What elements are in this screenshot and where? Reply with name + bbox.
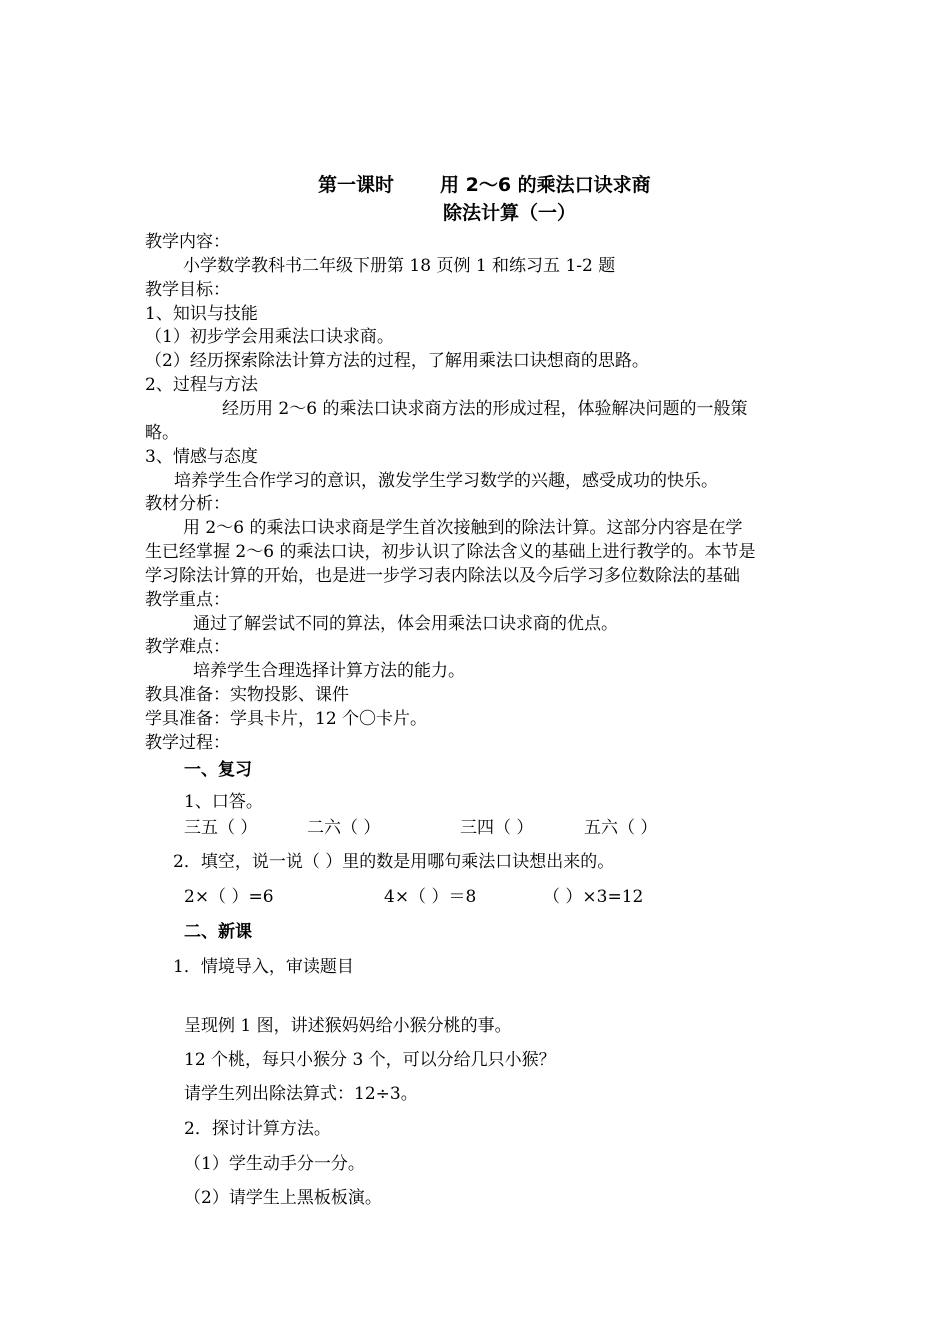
fill-item: 2×（ ）=6	[184, 887, 274, 907]
new-paragraph-2: 12 个桃，每只小猴分 3 个，可以分给几只小猴？	[184, 1050, 556, 1070]
content-text: 小学数学教科书二年级下册第 18 页例 1 和练习五 1-2 题	[183, 256, 616, 276]
process-method-heading: 2、过程与方法	[145, 375, 258, 395]
process-heading: 教学过程：	[145, 733, 230, 753]
knowledge-item-1: （1）初步学会用乘法口诀求商。	[145, 327, 394, 347]
difficulty-heading: 教学难点：	[145, 637, 230, 657]
review-heading: 一、复习	[184, 760, 252, 780]
new-step-1: 1．情境导入，审读题目	[173, 957, 354, 977]
key-point-heading: 教学重点：	[145, 590, 230, 610]
key-point-text: 通过了解尝试不同的算法，体会用乘法口诀求商的优点。	[193, 614, 618, 634]
new-paragraph-3: 请学生列出除法算式：12÷3。	[184, 1084, 418, 1104]
fill-item: 4×（ ）＝8	[384, 887, 477, 907]
lesson-topic-title: 用 2～6 的乘法口诀求商	[440, 174, 651, 196]
process-method-text-1: 经历用 2～6 的乘法口诀求商方法的形成过程，体验解决问题的一般策	[222, 399, 748, 419]
oral-item: 三四（ ）	[460, 818, 534, 838]
student-tools: 学具准备：学具卡片，12 个〇卡片。	[145, 709, 428, 729]
lesson-period-title: 第一课时	[318, 174, 395, 196]
new-step-2-item-1: （1）学生动手分一分。	[184, 1154, 365, 1174]
analysis-line-3: 学习除法计算的开始，也是进一步学习表内除法以及今后学习多位数除法的基础	[145, 566, 740, 586]
knowledge-heading: 1、知识与技能	[145, 304, 258, 324]
knowledge-item-2: （2）经历探索除法计算方法的过程，了解用乘法口诀想商的思路。	[145, 351, 649, 371]
lesson-subtitle: 除法计算（一）	[443, 202, 577, 224]
difficulty-text: 培养学生合理选择计算方法的能力。	[193, 661, 465, 681]
new-paragraph-1: 呈现例 1 图，讲述猴妈妈给小猴分桃的事。	[184, 1016, 512, 1036]
analysis-line-1: 用 2～6 的乘法口诀求商是学生首次接触到的除法计算。这部分内容是在学	[183, 518, 743, 538]
emotion-text: 培养学生合作学习的意识，激发学生学习数学的兴趣，感受成功的快乐。	[174, 471, 718, 491]
new-step-2: 2．探讨计算方法。	[184, 1119, 331, 1139]
content-heading: 教学内容：	[145, 232, 230, 252]
oral-item: 三五（ ）	[184, 818, 258, 838]
new-lesson-heading: 二、新课	[184, 922, 252, 942]
oral-item: 五六（ ）	[584, 818, 658, 838]
oral-item: 二六（ ）	[307, 818, 381, 838]
objectives-heading: 教学目标：	[145, 280, 230, 300]
teacher-tools: 教具准备：实物投影、课件	[145, 685, 349, 705]
analysis-line-2: 生已经掌握 2～6 的乘法口诀，初步认识了除法含义的基础上进行教学的。本节是	[145, 542, 756, 562]
review-question-1: 1、口答。	[184, 792, 263, 812]
analysis-heading: 教材分析：	[145, 494, 230, 514]
fill-item: （ ）×3=12	[543, 887, 644, 907]
process-method-text-2: 略。	[145, 423, 179, 443]
emotion-heading: 3、情感与态度	[145, 447, 258, 467]
new-step-2-item-2: （2）请学生上黑板板演。	[184, 1188, 382, 1208]
review-question-2: 2．填空，说一说（ ）里的数是用哪句乘法口诀想出来的。	[173, 852, 615, 872]
